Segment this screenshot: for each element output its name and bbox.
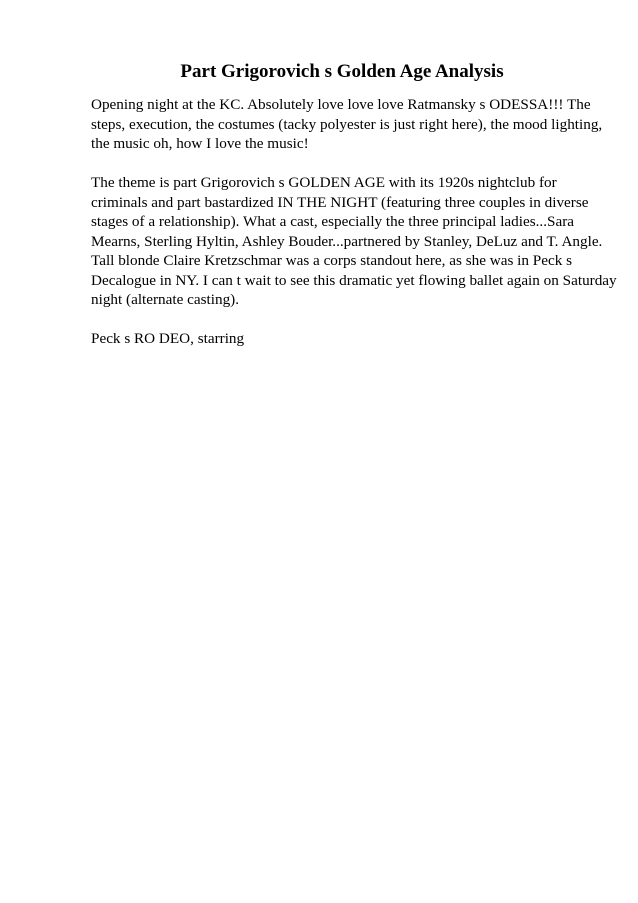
paragraph-line: steps, execution, the costumes (tacky polyester is just right here), the mood lighting, [91,115,603,133]
paragraph-line: night (alternate casting). [91,291,240,308]
paragraph-line: Mearns, Sterling Hyltin, Ashley Bouder...partnered by Stanley, DeLuz and T. Angle. [91,232,603,250]
paragraph-line: Tall blonde Claire Kretzschmar was a corps standout here, as she was in Peck s [91,252,572,269]
paragraph-line: the music oh, how I love the music! [91,135,309,152]
paragraph-1 [91,95,631,154]
document-title: Part Grigorovich s Golden Age Analysis [180,61,504,82]
paragraph-3 [91,329,631,349]
paragraph-2 [91,173,631,310]
paragraph-line: The theme is part Grigorovich s GOLDEN AGE with its 1920s nightclub for [91,174,557,191]
paragraph-line: Opening night at the KC. Absolutely love love love Ratmansky s ODESSA!!! The [91,96,591,113]
paragraph-line: criminals and part bastardized IN THE NIGHT (featuring three couples in diverse [91,193,589,211]
paragraph-line: stages of a relationship). What a cast, especially the three principal ladies...Sara [91,213,575,230]
paragraph-line: Decalogue in NY. I can t wait to see this dramatic yet flowing ballet again on Saturday [91,271,617,289]
document-body [91,95,631,368]
paragraph-line: Peck s RO DEO, starring [91,330,245,347]
